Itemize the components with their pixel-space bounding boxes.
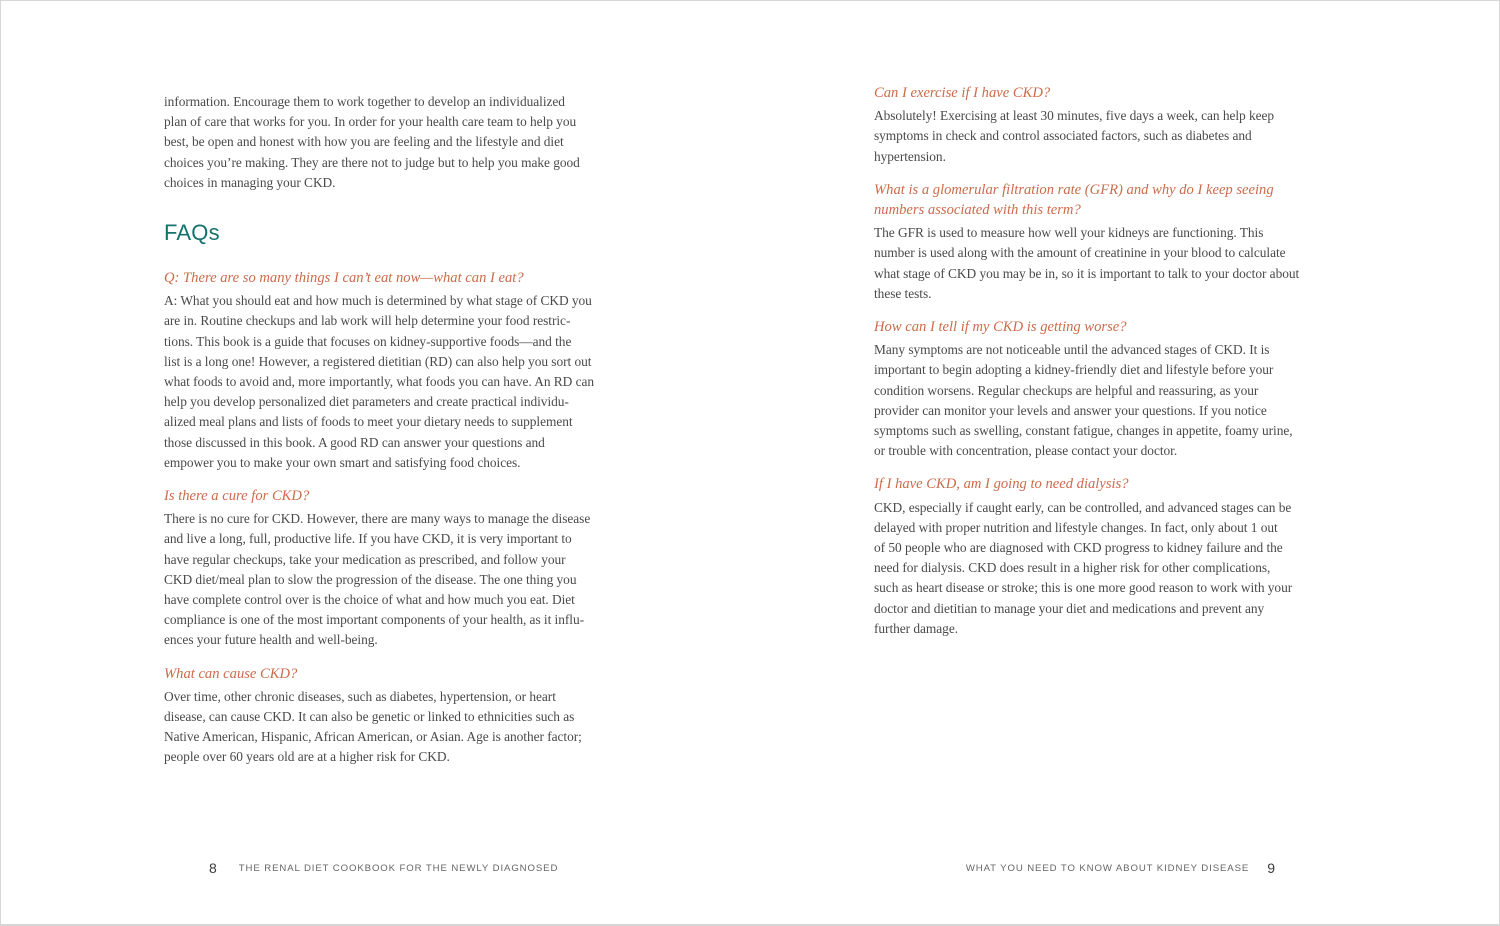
faq-item bbox=[874, 83, 1344, 167]
intro-paragraph bbox=[164, 92, 634, 193]
text-line: hypertension. bbox=[874, 148, 946, 164]
text-line: symptoms such as swelling, constant fatigue, changes in appetite, foamy urine, bbox=[874, 423, 1293, 439]
text-line: people over 60 years old are at a higher risk for CKD. bbox=[164, 749, 450, 765]
faq-item bbox=[164, 486, 634, 651]
text-line: CKD, especially if caught early, can be controlled, and advanced stages can be bbox=[874, 499, 1292, 515]
faq-answer bbox=[874, 498, 1344, 639]
faq-item bbox=[874, 474, 1344, 639]
faq-answer bbox=[164, 509, 634, 650]
faq-question: What can cause CKD? bbox=[164, 665, 298, 682]
text-line: have complete control over is the choice of what and how much you eat. Diet bbox=[164, 592, 575, 608]
text-line: disease, can cause CKD. It can also be genetic or linked to ethnicities such as bbox=[164, 709, 575, 725]
text-line: doctor and dietitian to manage your diet and medications and prevent any bbox=[874, 600, 1265, 616]
text-line: Over time, other chronic diseases, such as diabetes, hypertension, or heart bbox=[164, 688, 556, 704]
faq-question: Q: There are so many things I can’t eat now—what can I eat? bbox=[164, 270, 524, 287]
text-line: empower you to make your own smart and satisfying food choices. bbox=[164, 454, 521, 470]
text-line: have regular checkups, take your medication as prescribed, and follow your bbox=[164, 551, 566, 567]
faq-item bbox=[874, 180, 1344, 304]
text-line: The GFR is used to measure how well your kidneys are functioning. This bbox=[874, 225, 1264, 241]
text-line: important to begin adopting a kidney-friendly diet and lifestyle before your bbox=[874, 362, 1274, 378]
question-line: If I have CKD, am I going to need dialysis? bbox=[874, 476, 1129, 493]
text-line: choices in managing your CKD. bbox=[164, 174, 336, 190]
text-line: symptoms in check and control associated factors, such as diabetes and bbox=[874, 128, 1252, 144]
text-line: or trouble with concentration, please contact your doctor. bbox=[874, 443, 1178, 459]
faq-question bbox=[874, 83, 1344, 103]
text-line: ences your future health and well-being. bbox=[164, 632, 378, 648]
faq-question bbox=[874, 180, 1344, 220]
text-line: and live a long, full, productive life. If you have CKD, it is very important to bbox=[164, 531, 572, 547]
text-line: these tests. bbox=[874, 285, 932, 301]
faq-question bbox=[874, 317, 1344, 337]
text-line: Absolutely! Exercising at least 30 minutes, five days a week, can help keep bbox=[874, 108, 1275, 124]
left-column bbox=[164, 92, 634, 768]
text-line: information. Encourage them to work together to develop an individualized bbox=[164, 94, 565, 109]
faq-answer bbox=[164, 291, 634, 473]
text-line: CKD diet/meal plan to slow the progression of the disease. The one thing you bbox=[164, 571, 577, 587]
faq-answer bbox=[874, 340, 1344, 461]
text-line: Many symptoms are not noticeable until the advanced stages of CKD. It is bbox=[874, 342, 1270, 358]
faq-item bbox=[164, 268, 634, 473]
text-line: what stage of CKD you may be in, so it is important to talk to your doctor about bbox=[874, 265, 1300, 281]
text-line: help you develop personalized diet parameters and create practical individu- bbox=[164, 394, 569, 410]
text-line: choices you’re making. They are there not to judge but to help you make good bbox=[164, 154, 580, 170]
text-line: delayed with proper nutrition and lifestyle changes. In fact, only about 1 out bbox=[874, 519, 1278, 535]
text-line: list is a long one! However, a registered dietitian (RD) can also help you sort out bbox=[164, 353, 592, 369]
running-head: THE RENAL DIET COOKBOOK FOR THE NEWLY DIAGNOSED bbox=[238, 862, 559, 874]
faq-answer bbox=[874, 223, 1344, 304]
text-line: A: What you should eat and how much is determined by what stage of CKD you bbox=[164, 293, 592, 309]
left-page-footer bbox=[209, 858, 558, 878]
text-line: what foods to avoid and, more importantly, what foods you can have. An RD can bbox=[164, 374, 595, 390]
text-line: number is used along with the amount of creatinine in your blood to calculate bbox=[874, 245, 1286, 261]
text-line: of 50 people who are diagnosed with CKD progress to kidney failure and the bbox=[874, 540, 1283, 556]
right-column bbox=[874, 83, 1344, 639]
question-line: How can I tell if my CKD is getting worse? bbox=[874, 319, 1127, 336]
text-line: plan of care that works for you. In order for your health care team to help you bbox=[164, 114, 577, 130]
page-number: 8 bbox=[209, 860, 217, 876]
text-line: compliance is one of the most important components of your health, as it influ- bbox=[164, 612, 584, 628]
question-line: What is a glomerular filtration rate (GFR) and why do I keep seeing bbox=[874, 181, 1274, 198]
faqs-heading: FAQs bbox=[164, 220, 220, 246]
text-line: such as heart disease or stroke; this is one more good reason to work with your bbox=[874, 580, 1293, 596]
question-line: Can I exercise if I have CKD? bbox=[874, 85, 1051, 101]
text-line: tions. This book is a guide that focuses on kidney-supportive foods—and the bbox=[164, 333, 572, 349]
faq-question: Is there a cure for CKD? bbox=[164, 488, 310, 505]
running-head: WHAT YOU NEED TO KNOW ABOUT KIDNEY DISEASE bbox=[965, 862, 1250, 874]
faq-item bbox=[874, 317, 1344, 461]
text-line: provider can monitor your levels and answer your questions. If you notice bbox=[874, 402, 1267, 418]
text-line: are in. Routine checkups and lab work will help determine your food restric- bbox=[164, 313, 571, 329]
faq-item bbox=[164, 664, 634, 768]
faq-answer bbox=[164, 687, 634, 768]
right-page-footer bbox=[966, 858, 1275, 878]
text-line: Native American, Hispanic, African American, or Asian. Age is another factor; bbox=[164, 729, 582, 745]
text-line: those discussed in this book. A good RD can answer your questions and bbox=[164, 434, 545, 450]
left-page bbox=[1, 1, 750, 924]
right-page bbox=[750, 1, 1499, 924]
page-number: 9 bbox=[1267, 860, 1275, 876]
text-line: There is no cure for CKD. However, there are many ways to manage the disease bbox=[164, 511, 591, 527]
text-line: alized meal plans and lists of foods to meet your dietary needs to supplement bbox=[164, 414, 573, 430]
text-line: further damage. bbox=[874, 620, 959, 636]
text-line: need for dialysis. CKD does result in a higher risk for other complications, bbox=[874, 560, 1271, 576]
text-line: condition worsens. Regular checkups are helpful and reassuring, as your bbox=[874, 382, 1259, 398]
faq-answer bbox=[874, 106, 1344, 167]
faq-question bbox=[874, 474, 1344, 494]
question-line: numbers associated with this term? bbox=[874, 202, 1081, 219]
text-line: best, be open and honest with how you are feeling and the lifestyle and diet bbox=[164, 134, 564, 150]
